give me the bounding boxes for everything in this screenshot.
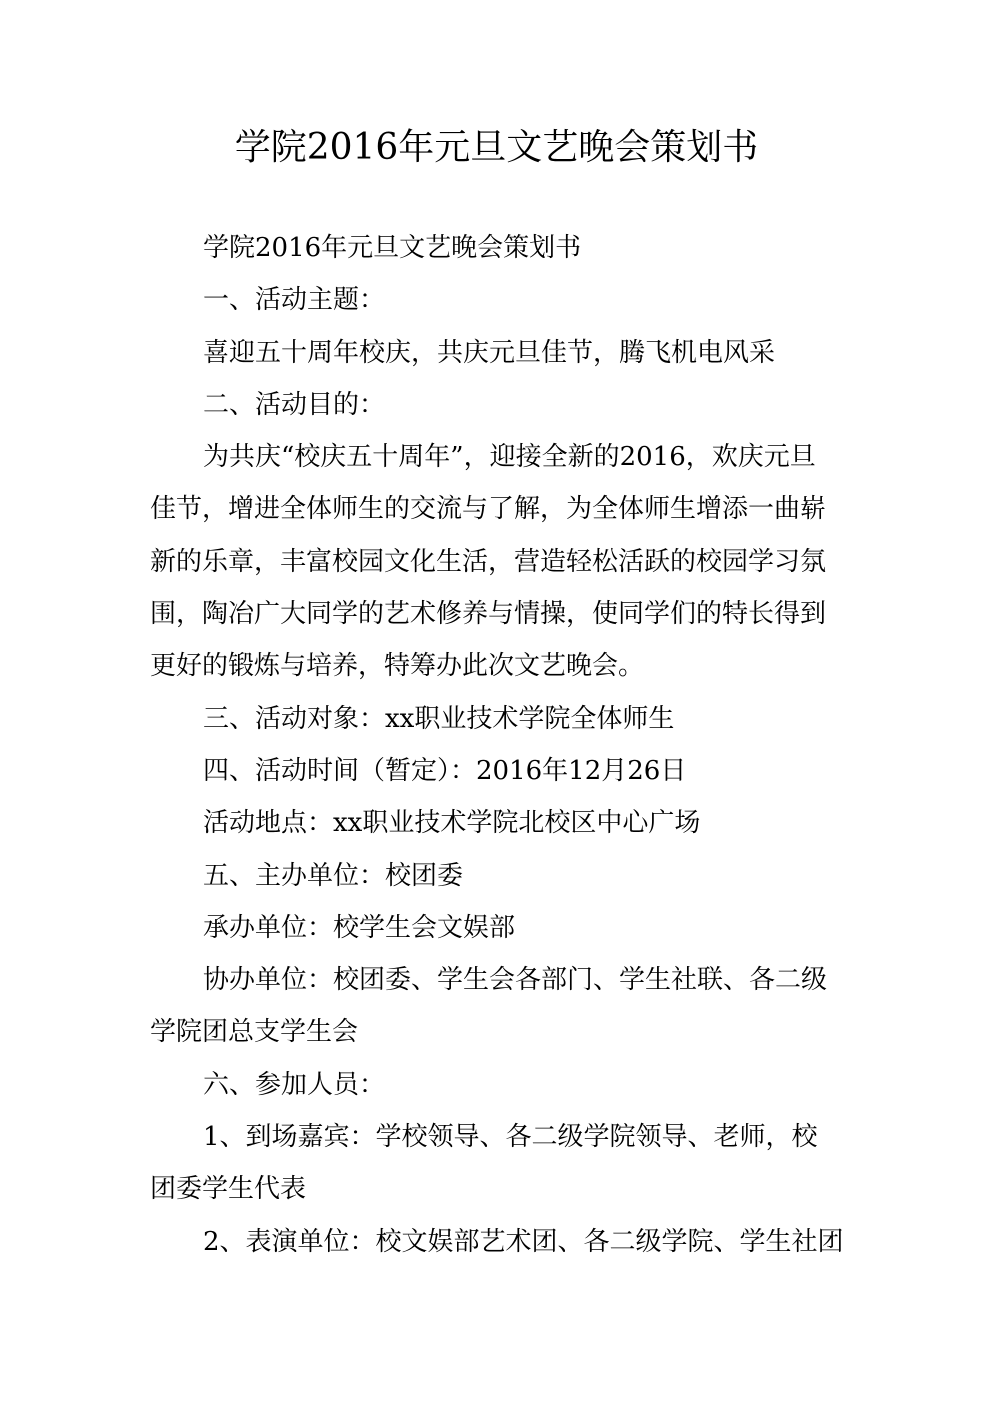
paragraph-audience: 三、活动对象：xx职业技术学院全体师生 — [203, 703, 675, 734]
paragraph-theme: 喜迎五十周年校庆，共庆元旦佳节，腾飞机电风采 — [203, 337, 776, 368]
paragraph-performers: 2、表演单位：校文娱部艺术团、各二级学院、学生社团 — [203, 1226, 844, 1257]
paragraph-purpose: 为共庆“校庆五十周年”，迎接全新的2016，欢庆元旦佳节，增进全体师生的交流与了解，为全体师生增添一曲崭新的乐章，丰富校园文化生活，营造轻松活跃的校园学习氛围，陶冶广大同学的艺术修养与情操，使同学们的特长得到更好的锻炼与培养，特筹办此次文艺晚会。 — [150, 442, 827, 682]
paragraph-organizer: 五、主办单位：校团委 — [203, 860, 464, 891]
paragraph-heading-theme: 一、活动主题： — [203, 285, 386, 316]
paragraph-co-organizer: 协办单位：校团委、学生会各部门、学生社联、各二级学院团总支学生会 — [150, 965, 828, 1048]
paragraph-time: 四、活动时间（暂定）：2016年12月26日 — [203, 755, 687, 786]
paragraph-heading-participants: 六、参加人员： — [203, 1069, 386, 1100]
paragraph-subtitle: 学院2016年元旦文艺晚会策划书 — [203, 233, 582, 263]
paragraph-heading-purpose: 二、活动目的： — [203, 389, 386, 420]
document-title: 学院2016年元旦文艺晚会策划书 — [234, 127, 759, 168]
document-body — [150, 222, 844, 1268]
paragraph-location: 活动地点：xx职业技术学院北校区中心广场 — [203, 808, 701, 839]
paragraph-undertaker: 承办单位：校学生会文娱部 — [203, 912, 516, 943]
paragraph-guests: 1、到场嘉宾：学校领导、各二级学院领导、老师，校团委学生代表 — [150, 1122, 818, 1205]
